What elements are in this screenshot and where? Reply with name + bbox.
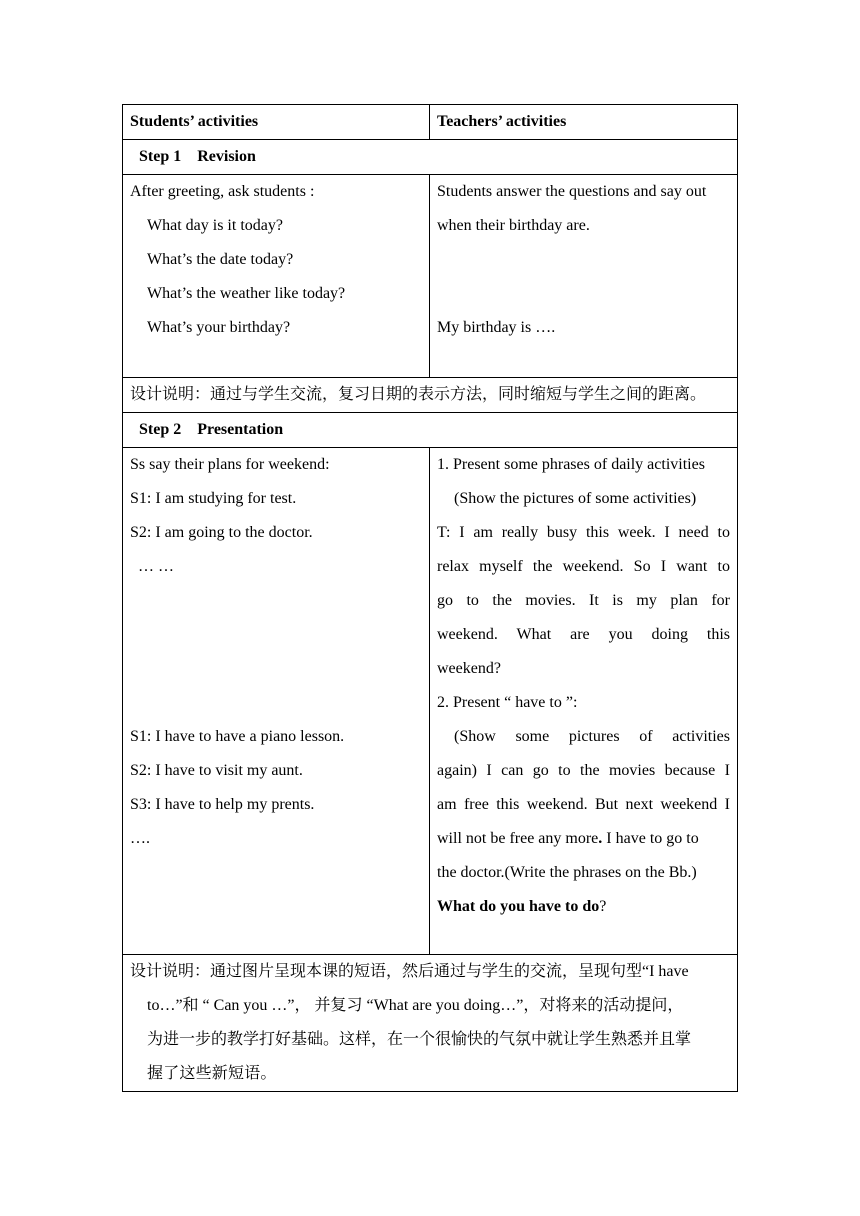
step1-teachers-cell bbox=[430, 175, 738, 378]
teacher-line-part: will not be free any more bbox=[437, 830, 599, 847]
step1-note bbox=[123, 378, 738, 413]
step2-teacher-line: again) I can go to the movies because I bbox=[437, 762, 730, 779]
teacher-line-part: I have to go to bbox=[602, 830, 699, 847]
step2-student-line: S3: I have to help my prents. bbox=[130, 796, 315, 813]
teacher-line-period: . bbox=[598, 830, 603, 847]
spacer bbox=[130, 652, 422, 686]
step1-teacher-line: when their birthday are. bbox=[437, 217, 590, 234]
spacer bbox=[130, 618, 422, 652]
question-mark: ? bbox=[599, 898, 607, 915]
step2-row bbox=[123, 413, 738, 448]
step2-label: Step 2 Presentation bbox=[123, 413, 738, 448]
step1-content-row bbox=[123, 175, 738, 378]
step2-teacher-line: weekend. What are you doing this bbox=[437, 626, 730, 643]
step2-teacher-line: go to the movies. It is my plan for bbox=[437, 592, 730, 609]
step2-note bbox=[123, 955, 738, 1092]
header-students: Students’ activities bbox=[123, 105, 430, 140]
step2-note-line: to…”和 “ Can you …”， 并复习 “What are you doing…”，对将来的活动提问， bbox=[147, 997, 684, 1014]
step2-note-line: 设计说明：通过图片呈现本课的短语，然后通过与学生的交流，呈现句型“I have bbox=[130, 963, 689, 980]
step2-content-row bbox=[123, 448, 738, 955]
step1-question: What’s the date today? bbox=[147, 251, 294, 268]
table-header-row bbox=[123, 105, 738, 140]
step1-label: Step 1 Revision bbox=[123, 140, 738, 175]
step1-students-cell bbox=[123, 175, 430, 378]
step1-question: What’s your birthday? bbox=[147, 319, 291, 336]
step2-teacher-question bbox=[437, 890, 730, 924]
step1-row bbox=[123, 140, 738, 175]
step2-note-row bbox=[123, 955, 738, 1092]
lesson-plan-table bbox=[122, 104, 738, 1092]
step2-student-line: …. bbox=[130, 830, 150, 847]
step1-note-row bbox=[123, 378, 738, 413]
step2-teacher-line: (Show the pictures of some activities) bbox=[454, 490, 697, 507]
header-teachers: Teachers’ activities bbox=[430, 105, 738, 140]
step2-note-line: 为进一步的教学打好基础。这样，在一个很愉快的气氛中就让学生熟悉并且掌 bbox=[147, 1031, 692, 1048]
step2-teacher-line: (Show some pictures of activities bbox=[454, 728, 730, 745]
step2-student-line: S1: I have to have a piano lesson. bbox=[130, 728, 345, 745]
step2-teacher-line: the doctor.(Write the phrases on the Bb.) bbox=[437, 864, 697, 881]
step2-teacher-line: 1. Present some phrases of daily activities bbox=[437, 456, 705, 473]
key-question: What do you have to do bbox=[437, 898, 600, 915]
step2-student-line: S1: I am studying for test. bbox=[130, 490, 297, 507]
step1-question: What’s the weather like today? bbox=[147, 285, 346, 302]
step1-note-text: 设计说明：通过与学生交流，复习日期的表示方法，同时缩短与学生之间的距离。 bbox=[130, 386, 707, 403]
step2-teacher-line: relax myself the weekend. So I want to bbox=[437, 558, 730, 575]
step2-teacher-line: T: I am really busy this week. I need to bbox=[437, 524, 730, 541]
step1-teacher-line: Students answer the questions and say out bbox=[437, 183, 707, 200]
step2-teachers-cell bbox=[430, 448, 738, 955]
step2-students-cell bbox=[123, 448, 430, 955]
spacer bbox=[437, 277, 730, 311]
step1-intro: After greeting, ask students : bbox=[130, 183, 315, 200]
step2-student-line: … … bbox=[130, 558, 174, 575]
step2-student-line: S2: I am going to the doctor. bbox=[130, 524, 313, 541]
step2-teacher-line bbox=[437, 822, 730, 856]
spacer bbox=[437, 243, 730, 277]
step2-teacher-line: weekend? bbox=[437, 660, 501, 677]
step1-question: What day is it today? bbox=[147, 217, 283, 234]
spacer bbox=[130, 584, 422, 618]
step2-note-line: 握了这些新短语。 bbox=[147, 1065, 277, 1082]
spacer bbox=[130, 686, 422, 720]
step2-teacher-line: am free this weekend. But next weekend I bbox=[437, 796, 730, 813]
step2-teacher-line: 2. Present “ have to ”: bbox=[437, 694, 578, 711]
step2-student-line: Ss say their plans for weekend: bbox=[130, 456, 330, 473]
step2-student-line: S2: I have to visit my aunt. bbox=[130, 762, 303, 779]
step1-answer: My birthday is …. bbox=[437, 319, 556, 336]
